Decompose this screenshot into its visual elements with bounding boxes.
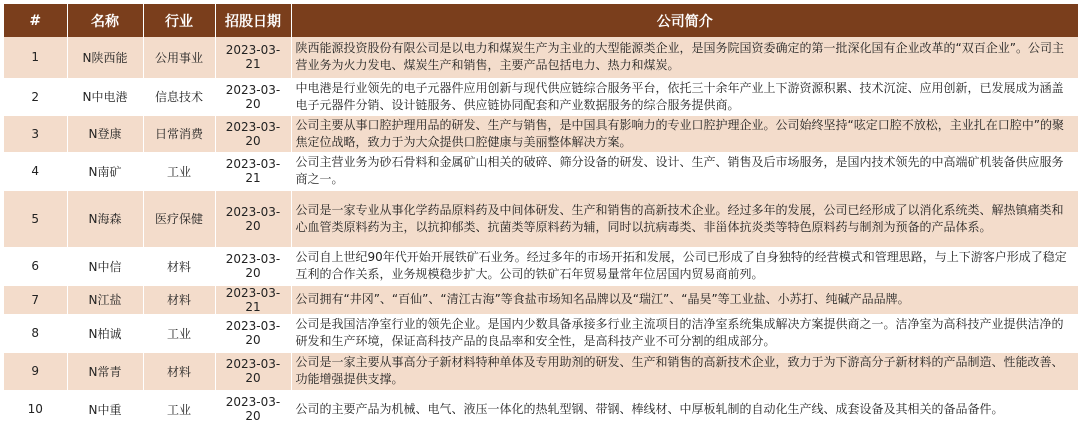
row-industry: 医疗保健 [143, 190, 215, 247]
row-index: 1 [4, 37, 67, 78]
ipo-table [4, 4, 1078, 429]
row-name: N江盐 [67, 285, 143, 314]
row-date: 2023-03-20 [215, 78, 291, 115]
row-index: 2 [4, 78, 67, 115]
row-industry: 材料 [143, 352, 215, 390]
table-row [4, 152, 1078, 190]
row-name: N南矿 [67, 152, 143, 190]
row-index: 4 [4, 152, 67, 190]
row-index: 8 [4, 314, 67, 352]
row-name: N常青 [67, 352, 143, 390]
header-index: # [4, 4, 67, 37]
table-row [4, 78, 1078, 115]
row-description: 公司是我国洁净室行业的领先企业。是国内少数具备承接多行业主流项目的洁净室系统集成解决方案提供商之一。洁净室为高科技产业提供洁净的研发和生产环境，保证高科技产品的良品率和安全性，是高科技产业不可分割的组成部分。 [291, 314, 1078, 352]
header-description: 公司简介 [291, 4, 1078, 37]
row-index: 10 [4, 390, 67, 428]
table-row [4, 190, 1078, 247]
row-description: 公司主要从事口腔护理用品的研发、生产与销售，是中国具有影响力的专业口腔护理企业。公司始终坚持“呟定口腔不放松，主业扎在口腔中”的聚焦定位战略，致力于为大众提供口腔健康与美丽整体解决方案。 [291, 115, 1078, 152]
header-industry: 行业 [143, 4, 215, 37]
row-date: 2023-03-21 [215, 37, 291, 78]
row-name: N陕西能 [67, 37, 143, 78]
row-description: 公司拥有“井冈”、“百仙”、“清江古海”等食盐市场知名品牌以及“瑞江”、“晶昊”等工业盐、小苏打、纯碱产品品牌。 [291, 285, 1078, 314]
table-row [4, 115, 1078, 152]
row-date: 2023-03-20 [215, 352, 291, 390]
row-description: 公司是一家专业从事化学药品原料药及中间体研发、生产和销售的高新技术企业。经过多年的发展，公司已经形成了以消化系统类、解热镇痛类和心血管类原料药为主，以抗抑郁类、抗菌类等原料药为辅，同时以抗病毒类、非甾体抗炎类等特色原料药与制剂为预备的产品体系。 [291, 190, 1078, 247]
row-industry: 工业 [143, 152, 215, 190]
row-industry: 信息技术 [143, 78, 215, 115]
row-index: 6 [4, 247, 67, 285]
row-industry: 工业 [143, 314, 215, 352]
row-date: 2023-03-20 [215, 314, 291, 352]
row-industry: 日常消费 [143, 115, 215, 152]
row-name: N柏诚 [67, 314, 143, 352]
row-name: N中信 [67, 247, 143, 285]
row-index: 9 [4, 352, 67, 390]
row-index: 7 [4, 285, 67, 314]
row-date: 2023-03-20 [215, 190, 291, 247]
table-row [4, 37, 1078, 78]
row-date: 2023-03-20 [215, 247, 291, 285]
row-name: N登康 [67, 115, 143, 152]
row-name: N中电港 [67, 78, 143, 115]
row-industry: 公用事业 [143, 37, 215, 78]
row-industry: 工业 [143, 390, 215, 428]
row-date: 2023-03-20 [215, 115, 291, 152]
row-name: N海森 [67, 190, 143, 247]
row-description: 公司是一家主要从事高分子新材料特种单体及专用助剂的研发、生产和销售的高新技术企业，致力于为下游高分子新材料的产品制造、性能改善、功能增强提供支撑。 [291, 352, 1078, 390]
header-name: 名称 [67, 4, 143, 37]
row-industry: 材料 [143, 285, 215, 314]
table-row [4, 285, 1078, 314]
row-date: 2023-03-21 [215, 152, 291, 190]
row-index: 3 [4, 115, 67, 152]
table-row [4, 247, 1078, 285]
row-date: 2023-03-20 [215, 390, 291, 428]
table-row [4, 390, 1078, 428]
table-row [4, 314, 1078, 352]
row-description: 公司主营业务为砂石骨料和金属矿山相关的破碎、筛分设备的研发、设计、生产、销售及后市场服务，是国内技术领先的中高端矿机装备供应服务商之一。 [291, 152, 1078, 190]
row-name: N中重 [67, 390, 143, 428]
table-header-row [4, 4, 1078, 37]
row-description: 中电港是行业领先的电子元器件应用创新与现代供应链综合服务平台，依托三十余年产业上下游资源积累、技术沉淀、应用创新，已发展成为涵盖电子元器件分销、设计链服务、供应链协同配套和产业数据服务的综合服务提供商。 [291, 78, 1078, 115]
row-index: 5 [4, 190, 67, 247]
table-row [4, 352, 1078, 390]
header-date: 招股日期 [215, 4, 291, 37]
row-description: 公司自上世纪90年代开始开展铁矿石业务。经过多年的市场开拓和发展，公司已形成了自身独特的经营模式和管理思路，与上下游客户形成了稳定互利的合作关系，业务规模稳步扩大。公司的铁矿石年贸易量常年位居国内贸易商前列。 [291, 247, 1078, 285]
row-date: 2023-03-21 [215, 285, 291, 314]
row-industry: 材料 [143, 247, 215, 285]
row-description: 陕西能源投资股份有限公司是以电力和煤炭生产为主业的大型能源类企业，是国务院国资委确定的第一批深化国有企业改革的“双百企业”。公司主营业务为火力发电、煤炭生产和销售，主要产品包括电力、热力和煤炭。 [291, 37, 1078, 78]
row-description: 公司的主要产品为机械、电气、液压一体化的热轧型钢、带钢、棒线材、中厚板轧制的自动化生产线、成套设备及其相关的备品备件。 [291, 390, 1078, 428]
